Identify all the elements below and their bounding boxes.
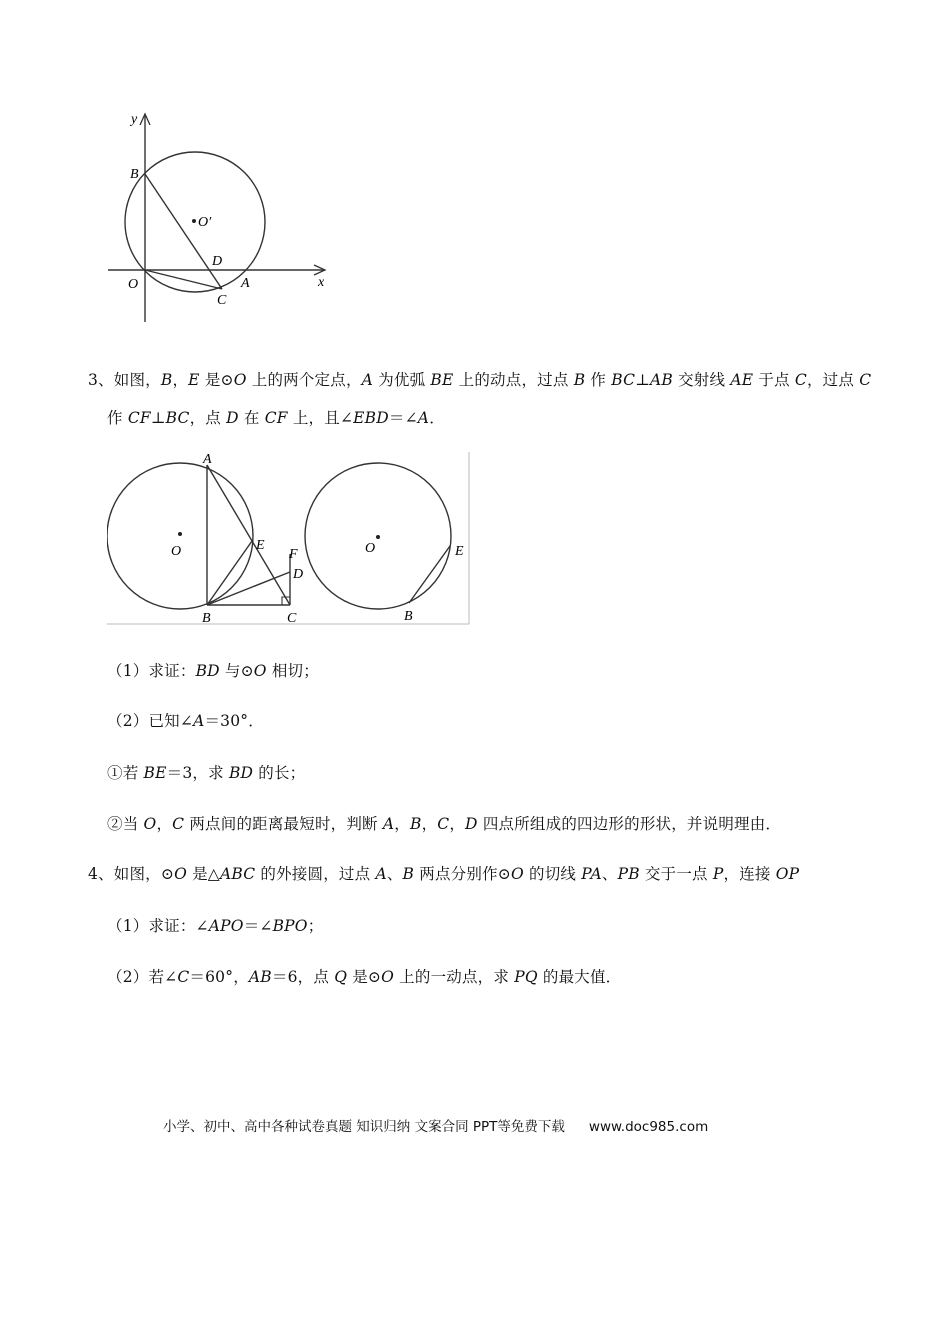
center-point xyxy=(192,219,196,223)
label-e-right: E xyxy=(455,544,464,559)
label-e: E xyxy=(256,538,265,553)
center-point-right xyxy=(376,535,380,539)
label-f: F xyxy=(289,547,298,562)
footer-text: 小学、初中、高中各种试卷真题 知识归纳 文案合同 PPT等免费下载 xyxy=(163,1119,565,1135)
label-x: x xyxy=(318,275,325,290)
footer-url[interactable]: www.doc985.com xyxy=(588,1119,709,1135)
q3-sub-2a: ①若 BE＝3，求 BD 的长； xyxy=(107,764,306,782)
label-y: y xyxy=(131,112,138,127)
label-o-right: O xyxy=(365,541,376,556)
page-footer xyxy=(163,1115,708,1135)
segment-be-right xyxy=(409,546,450,603)
figure-coordinate-circle xyxy=(100,105,340,330)
q4-sub-1: （1）求证：∠APO＝∠BPO； xyxy=(107,917,324,935)
segment-bc xyxy=(145,174,222,289)
label-o-prime: O′ xyxy=(198,215,212,230)
label-d: D xyxy=(212,254,223,269)
q3-sub-2b: ②当 O，C 两点间的距离最短时，判断 A，B，C，D 四点所组成的四边形的形状，并说明理由． xyxy=(107,815,782,833)
q3-sub-1: （1）求证：BD 与⊙O 相切； xyxy=(107,662,319,680)
q3-sub-2: （2）已知∠A＝30°． xyxy=(107,712,264,730)
q3-line-1: 3、如图，B，E 是⊙O 上的两个定点，A 为优弧 BE 上的动点，过点 B 作 BC⊥AB 交射线 AE 于点 C，过点 C xyxy=(88,371,872,389)
q3-line-2: 作 CF⊥BC，点 D 在 CF 上，且∠EBD＝∠A． xyxy=(107,409,445,427)
label-b-2: B xyxy=(202,611,211,626)
segment-ac xyxy=(207,465,290,605)
label-c: C xyxy=(217,293,227,308)
label-d-2: D xyxy=(293,567,304,582)
center-point-left xyxy=(178,532,182,536)
label-b: B xyxy=(130,167,139,182)
label-o: O xyxy=(128,277,139,292)
q4-line-1: 4、如图，⊙O 是△ABC 的外接圆，过点 A、B 两点分别作⊙O 的切线 PA、PB 交于一点 P，连接 OP xyxy=(88,865,800,883)
label-c-2: C xyxy=(287,611,297,626)
label-a-2: A xyxy=(203,452,212,467)
q4-sub-2: （2）若∠C＝60°，AB＝6，点 Q 是⊙O 上的一动点，求 PQ 的最大值． xyxy=(107,968,622,986)
label-b-right: B xyxy=(404,609,413,624)
label-a: A xyxy=(241,276,250,291)
figure-two-circles xyxy=(107,451,472,627)
label-o-left: O xyxy=(171,544,182,559)
